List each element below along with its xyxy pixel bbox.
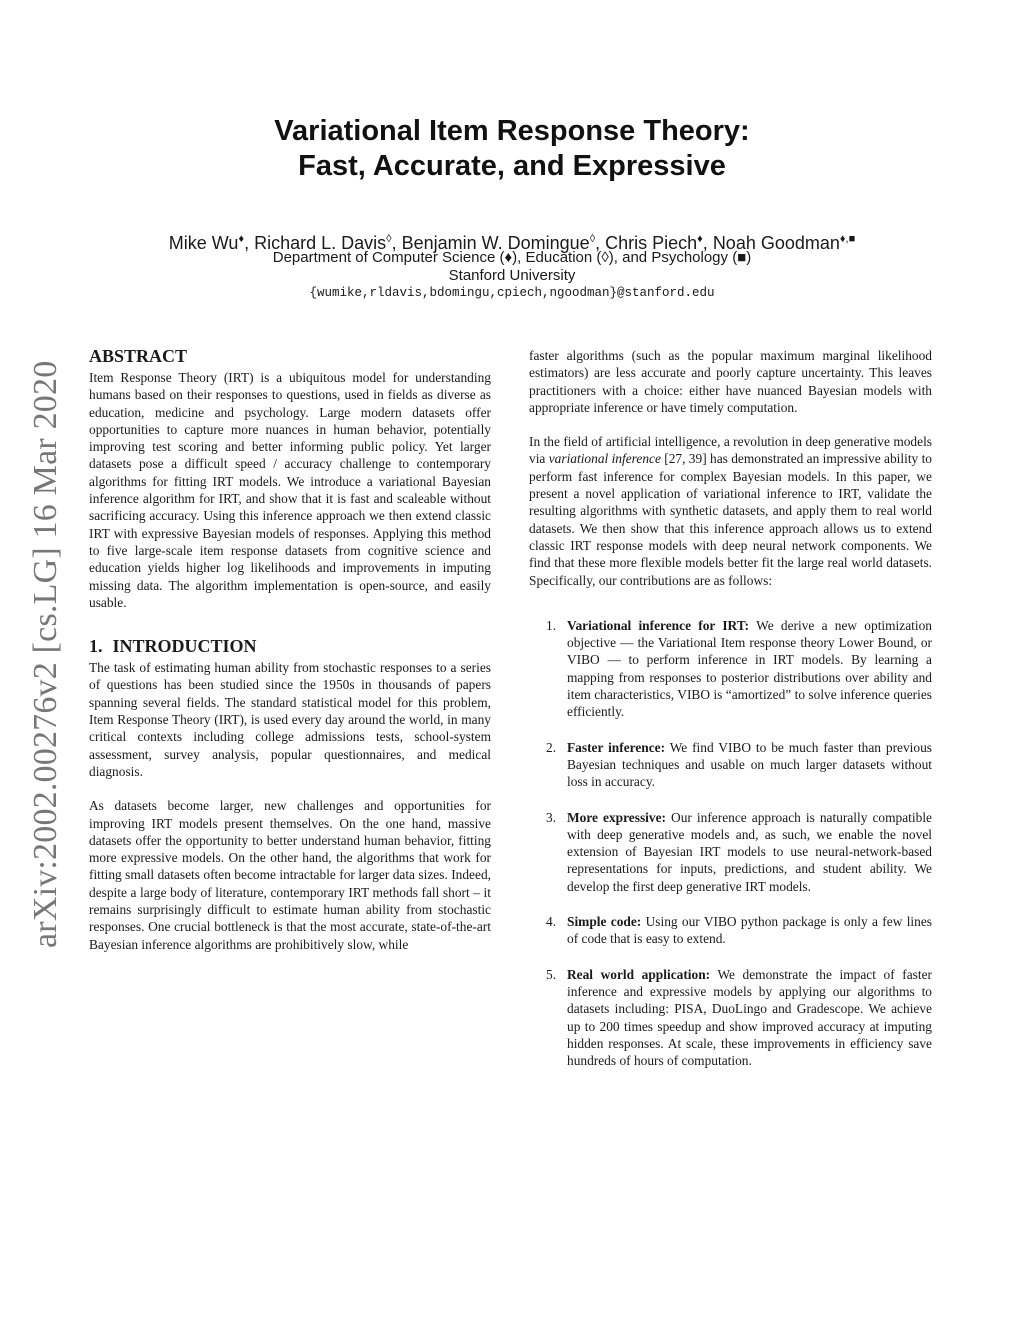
section-title: INTRODUCTION [112,636,257,657]
author-name: Mike Wu [168,233,239,253]
abstract-heading: ABSTRACT [89,346,188,366]
contribution-text: Our inference approach is naturally compatible with deep generative models and, as such, we enable the novel extension of Bayesian IRT models to use neural-network-based representations for inputs, predictions, and student ability. We develop the first deep generative IRT models. [567,809,932,894]
list-item [529,617,932,721]
list-marker: 3. [546,809,557,825]
intro-paragraph-4 [529,433,932,589]
contribution-title: More expressive: [567,809,666,825]
variational-inference-term: variational inference [548,451,661,467]
list-marker: 2. [546,739,557,755]
author-name: Noah Goodman [712,233,840,253]
right-column [529,347,932,1087]
affiliation [0,249,1024,285]
contribution-text: We find VIBO to be much faster than previous Bayesian techniques and usable on much larger datasets without loss in accuracy. [567,739,932,790]
list-item [529,739,932,791]
contribution-title: Variational inference for IRT: [567,617,750,633]
contributions-list [529,617,932,1070]
contribution-title: Simple code: [567,914,642,930]
author-name: Chris Piech [605,233,698,253]
left-column [89,345,491,953]
intro-paragraph-4-end: [27, 39] has demonstrated an impressive ability to perform fast inference for complex Bayesian models. In this paper, we present a novel application of variational inference to IRT, validate the resulting algorithms with synthetic datasets, and apply them to real world datasets. We then show that this inference approach allows us to extend classic IRT response models with deep neural network components. We find that these more flexible models better fit the large real world datasets. Specifically, our contributions are as follows: [529,451,933,588]
arxiv-identifier: arXiv:2002.00276v2 [cs.LG] 16 Mar 2020 [27,360,64,948]
intro-paragraph-4-start: In the field of artificial intelligence, a revolution in deep generative models via [529,434,932,467]
affiliation-departments: Department of Computer Science (♦), Education (◊), and Psychology (■) [272,249,752,266]
list-marker: 4. [546,914,557,930]
author-list: Mike Wu♦, Richard L. Davis◊, Benjamin W. Domingue◊, Chris Piech♦, Noah Goodman♦,■ [168,233,856,253]
list-marker: 1. [546,617,557,633]
list-marker: 5. [546,966,557,982]
list-item [529,809,932,895]
list-item [529,966,932,1070]
contribution-text: We demonstrate the impact of faster inference and expressive models by applying our algorithms to datasets including: PISA, DuoLingo and Gradescope. We achieve up to 200 times speedup and show improved accuracy at imputing hidden responses. At scale, these improvements in efficiency save hundreds of hours of computation. [567,966,932,1069]
paper-title [0,114,1024,184]
title-line-1: Variational Item Response Theory: [274,115,750,147]
list-item [529,913,932,948]
author-mark: ♦ [697,233,703,245]
contribution-text: We derive a new optimization objective — the Variational Item response theory Lower Bound, or VIBO — to perform inference in IRT models. By learning a mapping from responses to posterior distributions over ability and item characteristics, VIBO is “amortized” to solve inference queries efficiently. [567,617,932,720]
intro-paragraph-1: The task of estimating human ability from stochastic responses to a series of questions has been studied since the 1950s in thousands of papers spanning several fields. The standard statistical model for this problem, Item Response Theory (IRT), is used every day around the world, in many critical contexts including college admissions tests, school-system assessment, survey analysis, popular questionnaires, and medical diagnosis. [89,660,491,779]
intro-paragraph-3: faster algorithms (such as the popular maximum marginal likelihood estimators) are less accurate and poorly capture uncertainty. This leaves practitioners with a choice: either have nuanced Bayesian models with appropriate inference or have timely computation. [529,348,932,415]
introduction-heading [89,635,491,657]
title-line-2: Fast, Accurate, and Expressive [298,150,726,182]
author-name: Benjamin W. Domingue [401,233,590,253]
contribution-title: Real world application: [567,966,711,982]
contribution-title: Faster inference: [567,739,666,755]
contribution-text: Using our VIBO python package is only a few lines of code that is easy to extend. [567,914,932,947]
author-mark: ♦ [238,233,245,245]
author-emails: {wumike,rldavis,bdomingu,cpiech,ngoodman}@stanford.edu [309,286,715,300]
intro-paragraph-2: As datasets become larger, new challenges and opportunities for improving IRT models present themselves. On the one hand, massive datasets offer the opportunity to better understand human behavior, fitting more expressive models. On the other hand, the algorithms that work for fitting small datasets often become intractable for larger data sizes. Indeed, despite a large body of literature, contemporary IRT methods fall short – it remains surprisingly difficult to estimate human ability from stochastic responses. One crucial bottleneck is that the most accurate, state-of-the-art Bayesian inference algorithms are prohibitively slow, while [89,798,491,952]
section-number: 1. [89,636,103,657]
author-name: Richard L. Davis [254,233,387,253]
affiliation-university: Stanford University [448,267,576,284]
author-mark: ◊ [386,233,392,245]
author-mark: ◊ [589,233,596,245]
author-mark: ♦,■ [839,233,856,245]
abstract-text: Item Response Theory (IRT) is a ubiquitous model for understanding humans based on their responses to questions, used in fields as diverse as education, medicine and psychology. Large modern datasets offer opportunities to capture more nuances in human behavior, potentially improving test scoring and better informing public policy. Yet larger datasets pose a difficult speed / accuracy challenge to contemporary algorithms for fitting IRT models. We introduce a variational Bayesian inference algorithm for IRT, and show that it is fast and scaleable without sacrificing accuracy. Using this inference approach we then extend classic IRT with expressive Bayesian models of responses. Applying this method to five large-scale item response datasets from cognitive science and education yields higher log likelihoods and improvements in imputing missing data. The algorithm implementation is open-source, and easily usable. [89,370,491,610]
